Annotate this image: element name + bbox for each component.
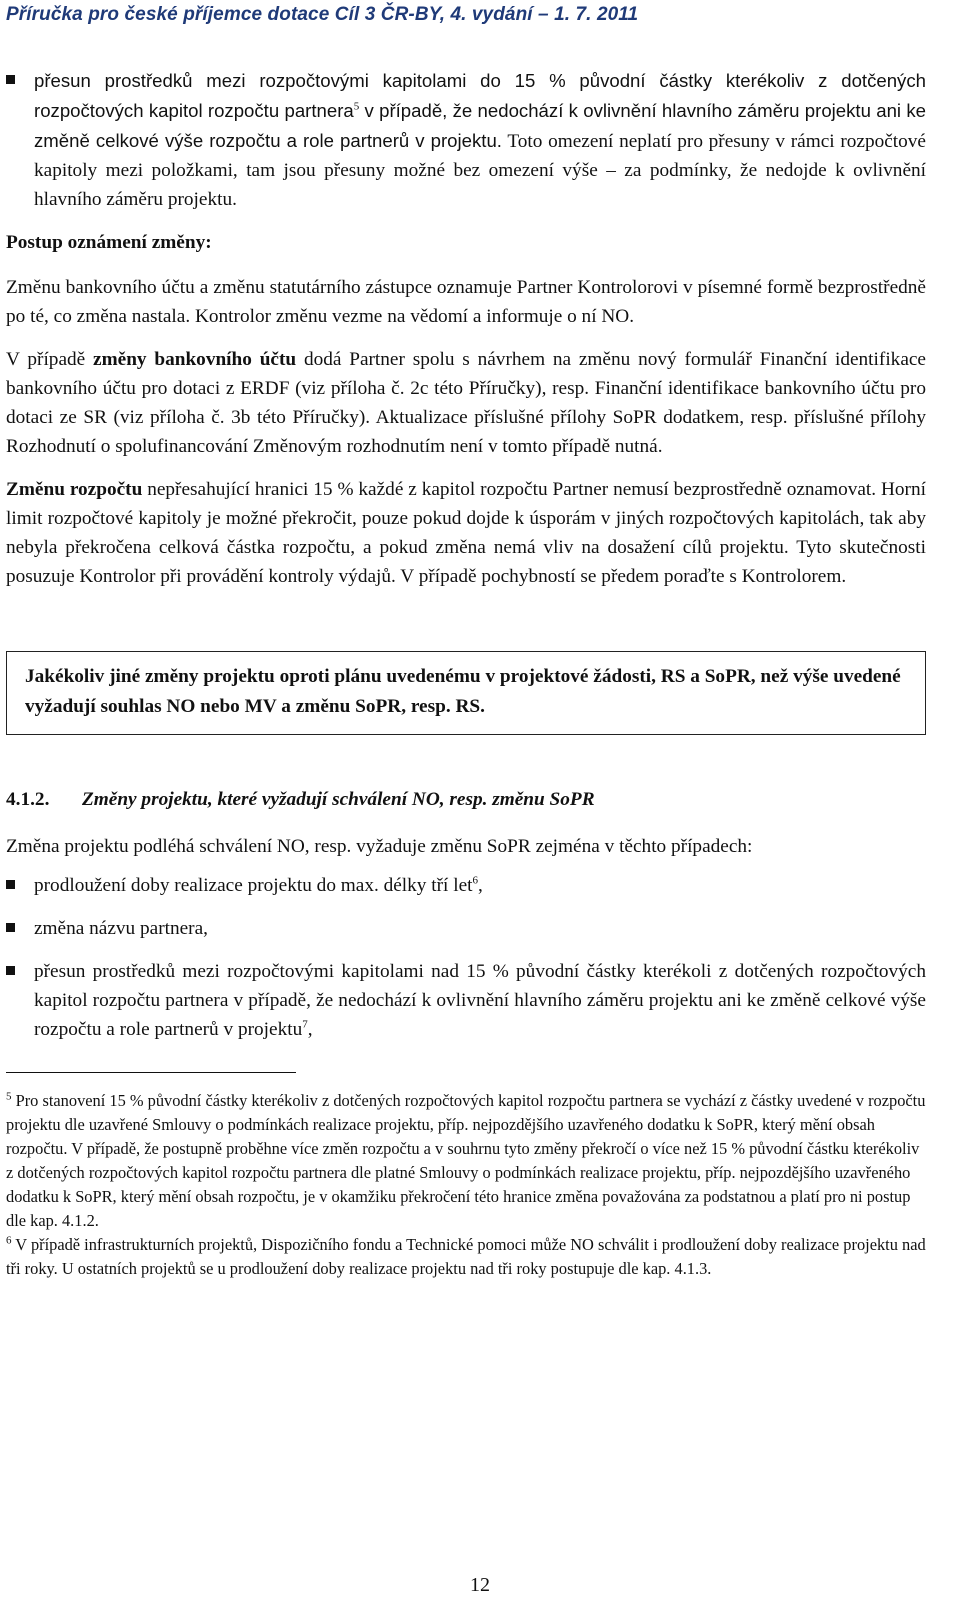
section-number: 4.1.2.	[6, 789, 50, 810]
list-item-text: Toto omezení neplatí pro přesuny v rámci rozpočtové kapitoly mezi položkami, tam jsou přesuny možné bez omezení výše – za podmínky, že nedojde k ovlivnění hlavního záměru projektu.	[34, 131, 926, 210]
paragraph-budget	[6, 475, 926, 591]
page-number: 12	[470, 1574, 490, 1596]
bullet-list-top	[6, 66, 926, 214]
list-item-text: ,	[478, 875, 483, 896]
list-item-text: přesun prostředků mezi rozpočtovými kapitolami nad 15 % původní částky kterékoli z dotčených rozpočtových kapitol rozpočtu partnera v případě, že nedochází k ovlivnění hlavního záměru projektu ani ke změně celkové výše rozpočtu a role partnerů v projektu	[34, 961, 926, 1040]
bullet-list-bottom	[6, 871, 926, 1044]
list-item-text: ,	[307, 1019, 313, 1040]
square-bullet-icon	[6, 923, 15, 932]
list-item-text: změna názvu partnera,	[34, 918, 208, 939]
page-content	[6, 66, 926, 1281]
text-span: V případě	[6, 349, 94, 370]
footnote-text: V případě infrastrukturních projektů, Dispozičního fondu a Technické pomoci může NO schválit i prodloužení doby realizace projektu nad tři roky. U ostatních projektů se u prodloužení doby realizace projektu nad tři roky postupuje dle kap. 4.1.3.	[6, 1235, 926, 1278]
square-bullet-icon	[6, 880, 15, 889]
list-item-text: prodloužení doby realizace projektu do max. délky tří let	[34, 875, 473, 896]
footnote-ref[interactable]: 5	[353, 100, 360, 113]
bold-span: změny bankovního účtu	[93, 349, 297, 370]
paragraph-intro: Změna projektu podléhá schválení NO, resp. vyžaduje změnu SoPR zejména v těchto případech:	[6, 836, 753, 857]
list-item	[6, 871, 926, 900]
page-header: Příručka pro české příjemce dotace Cíl 3 ČR-BY, 4. vydání – 1. 7. 2011	[6, 4, 639, 25]
footnote-ref[interactable]: 6	[472, 874, 478, 887]
square-bullet-icon	[6, 75, 15, 84]
postup-heading: Postup oznámení změny:	[6, 232, 212, 253]
footnote-6	[6, 1233, 926, 1281]
list-item	[6, 914, 926, 943]
list-item	[6, 66, 926, 214]
square-bullet-icon	[6, 966, 15, 975]
bold-span: Změnu rozpočtu	[6, 479, 143, 500]
text-span: nepřesahující hranici 15 % každé z kapitol rozpočtu Partner nemusí bezprostředně oznamovat. Horní limit rozpočtové kapitoly je možné překročit, pouze pokud dojde k úsporám v jiných rozpočtových kapitolách, tak aby nebyla překročena celková částka rozpočtu, a pokud změna nemá vliv na dosažení cílů projektu. Tyto skutečnosti posuzuje Kontrolor při provádění kontroly výdajů. V případě pochybností se předem poraďte s Kontrolorem.	[6, 479, 926, 587]
footnote-number: 5	[6, 1090, 12, 1103]
footnote-separator	[6, 1072, 296, 1073]
section-heading	[6, 785, 926, 814]
list-item-text: přesun prostředků mezi rozpočtovými kapitolami do 15 % původní částky kterékoliv z dotčených rozpočtových kapitol rozpočtu partnera	[34, 70, 926, 121]
footnote-text: Pro stanovení 15 % původní částky kterékoliv z dotčených rozpočtových kapitol rozpočtu partnera se vychází z částky uvedené v rozpočtu projektu dle uzavřené Smlouvy o podmínkách realizace projektu, příp. nejpozdějšího uzavřeného dodatku k SoPR, který mění obsah rozpočtu. V případě, že postupně proběhne více změn rozpočtu a v souhrnu tyto změny překročí o více než 15 % původní částku kterékoliv z dotčených rozpočtových kapitol rozpočtu partnera dle platné Smlouvy o podmínkách realizace projektu, příp. nejpozdějšího uzavřeného dodatku k SoPR, který mění obsah rozpočtu, je v okamžiku překročení této hranice změna považována za podstatnou a platí pro ni postup dle kap. 4.1.2.	[6, 1091, 926, 1230]
text-span: dodá Partner spolu s návrhem na změnu nový formulář Finanční identifikace bankovního účtu pro dotaci z ERDF (viz příloha č. 2c této Příručky), resp. Finanční identifikace bankovního účtu pro dotaci ze SR (viz příloha č. 3b této Příručky). Aktualizace příslušné přílohy SoPR dodatkem, resp. příslušné přílohy Rozhodnutí o spolufinancování Změnovým rozhodnutím není v tomto případě nutná.	[6, 349, 926, 457]
notice-box: Jakékoliv jiné změny projektu oproti plánu uvedenému v projektové žádosti, RS a SoPR, než výše uvedené vyžadují souhlas NO nebo MV a změnu SoPR, resp. RS.	[6, 651, 926, 735]
footnote-5	[6, 1089, 926, 1233]
footnote-ref[interactable]: 7	[302, 1018, 308, 1031]
paragraph-form	[6, 345, 926, 461]
footnote-number: 6	[6, 1234, 12, 1247]
list-item	[6, 957, 926, 1044]
section-title: Změny projektu, které vyžadují schválení NO, resp. změnu SoPR	[82, 789, 595, 810]
list-item-text: v případě, že nedochází k ovlivnění hlavního záměru projektu ani ke změně celkové výše rozpočtu a role partnerů v projektu.	[34, 100, 926, 151]
paragraph-bank-change: Změnu bankovního účtu a změnu statutárního zástupce oznamuje Partner Kontrolorovi v písemné formě bezprostředně po té, co změna nastala. Kontrolor změnu vezme na vědomí a informuje o ní NO.	[6, 277, 926, 327]
